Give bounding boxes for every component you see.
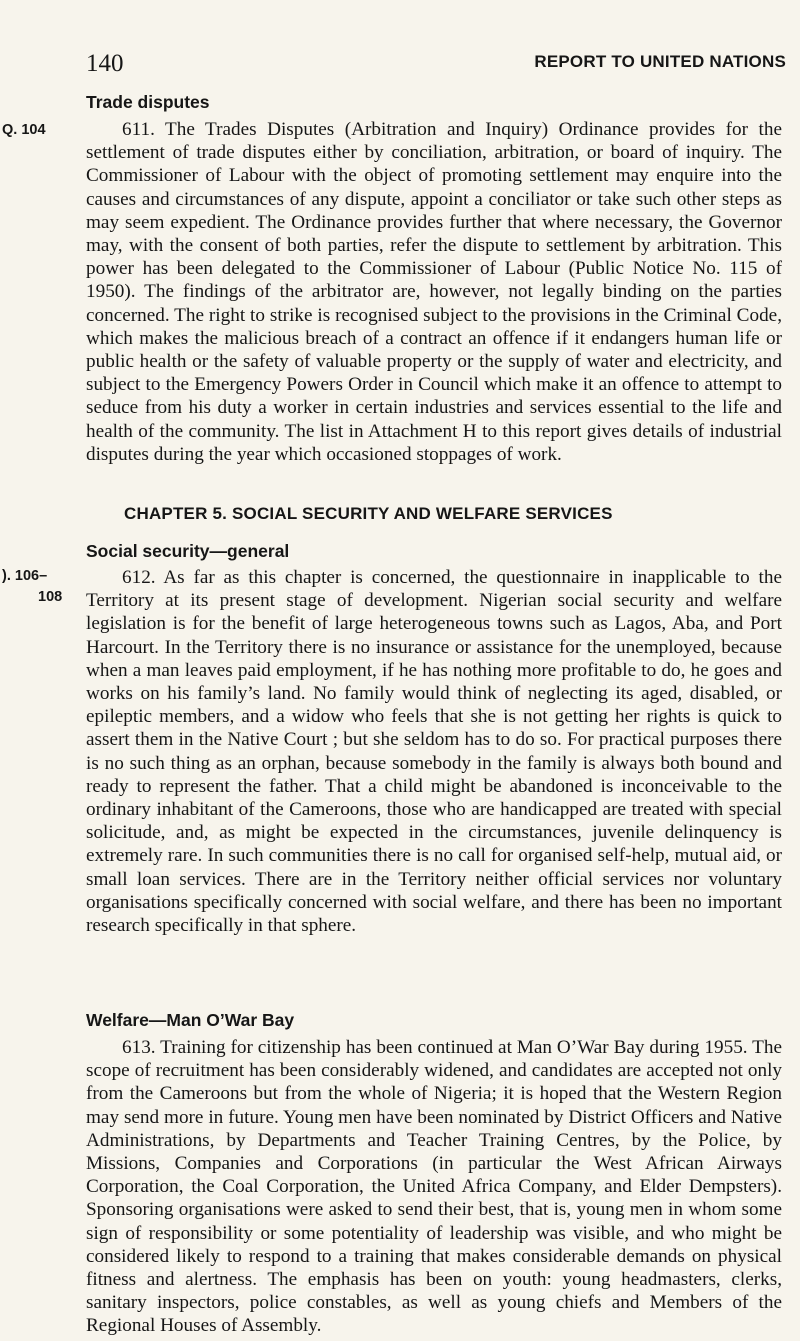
- paragraph-611: 611. The Trades Disputes (Arbitration and Inquiry) Ordinance provides for the settlement of trade disputes either by conciliation, arbitration, or board of inquiry. The Commissioner of Labour with the object of promoting settlement may enquire into the causes and circumstances of any dispute, appoint a conciliator or take such other steps as may seem expedient. The Ordinance provides further that where necessary, the Governor may, with the consent of both parties, refer the dispute to settlement by arbitration. This power has been delegated to the Commissioner of Labour (Public Notice No. 115 of 1950). The findings of the arbitrator are, however, not legally binding on the parties concerned. The right to strike is recognised subject to the provisions in the Criminal Code, which makes the malicious breach of a contract an offence if it endangers human life or public health or the safety of valuable property or the supply of water and electricity, and subject to the Emergency Powers Order in Council which make it an offence to attempt to seduce from his duty a worker in certain industries and services essential to the life and health of the community. The list in Attachment H to this report gives details of industrial disputes during the year which occasioned stoppages of work.: [86, 119, 782, 465]
- section-heading-social-security: Social security—general: [86, 541, 290, 561]
- section-heading-welfare: Welfare—Man O’War Bay: [86, 1010, 295, 1030]
- section-heading-trade-disputes: Trade disputes: [86, 92, 210, 112]
- chapter-title: CHAPTER 5. SOCIAL SECURITY AND WELFARE SERVICES: [124, 504, 613, 523]
- page-header: [86, 50, 786, 80]
- paragraph-613: 613. Training for citizenship has been continued at Man O’War Bay during 1955. The scope of recruitment has been considerably widened, and candidates are accepted not only from the Cameroons but from the whole of Nigeria; it is hoped that the Western Region may send more in future. Young men have been nominated by District Officers and Native Administrations, by Departments and Teacher Training Centres, by the Police, by Missions, Companies and Corporations (in particular the West African Airways Corporation, the Coal Corporation, the United Africa Company, and Elder Dempsters). Sponsoring organisations were asked to send their best, that is, young men in whom some sign of responsibility or some potentiality of leadership was visible, and who might be considered likely to respond to a training that makes considerable demands on physical fitness and alertness. The emphasis has been on youth: young headmasters, clerks, sanitary inspectors, police constables, as well as young chiefs and Members of the Regional Houses of Assembly.: [86, 1037, 782, 1337]
- margin-reference-q104: Q. 104: [2, 122, 46, 138]
- margin-reference-108: 108: [38, 589, 63, 605]
- running-title: REPORT TO UNITED NATIONS: [534, 52, 786, 71]
- paragraph-612: 612. As far as this chapter is concerned, the questionnaire in inapplicable to the Territory at its present stage of development. Nigerian social security and welfare legislation is for the benefit of large heterogeneous towns such as Lagos, Aba, and Port Harcourt. In the Territory there is no insurance or assistance for the unemployed, because when a man leaves paid employment, if he has nothing more profitable to do, he goes and works on his family’s land. No family would think of neglecting its aged, disabled, or epileptic members, and a widow who feels that she is not getting her rights is quick to assert them in the Native Court ; but she seldom has to do so. For practical purposes there is no such thing as an orphan, because somebody in the family is always both bound and ready to represent the father. That a child might be abandoned is inconceivable to the ordinary inhabitant of the Cameroons, those who are handicapped are treated with special solicitude, and, as might be expected in the circumstances, juvenile delinquency is extremely rare. In such communities there is no call for organised self-help, mutual aid, or small loan services. There are in the Territory neither official services nor voluntary organisations specifically concerned with social welfare, and there has been no important research specifically in that sphere.: [86, 567, 782, 937]
- page-number: 140: [86, 50, 124, 77]
- margin-reference-q106: ). 106–: [2, 568, 48, 584]
